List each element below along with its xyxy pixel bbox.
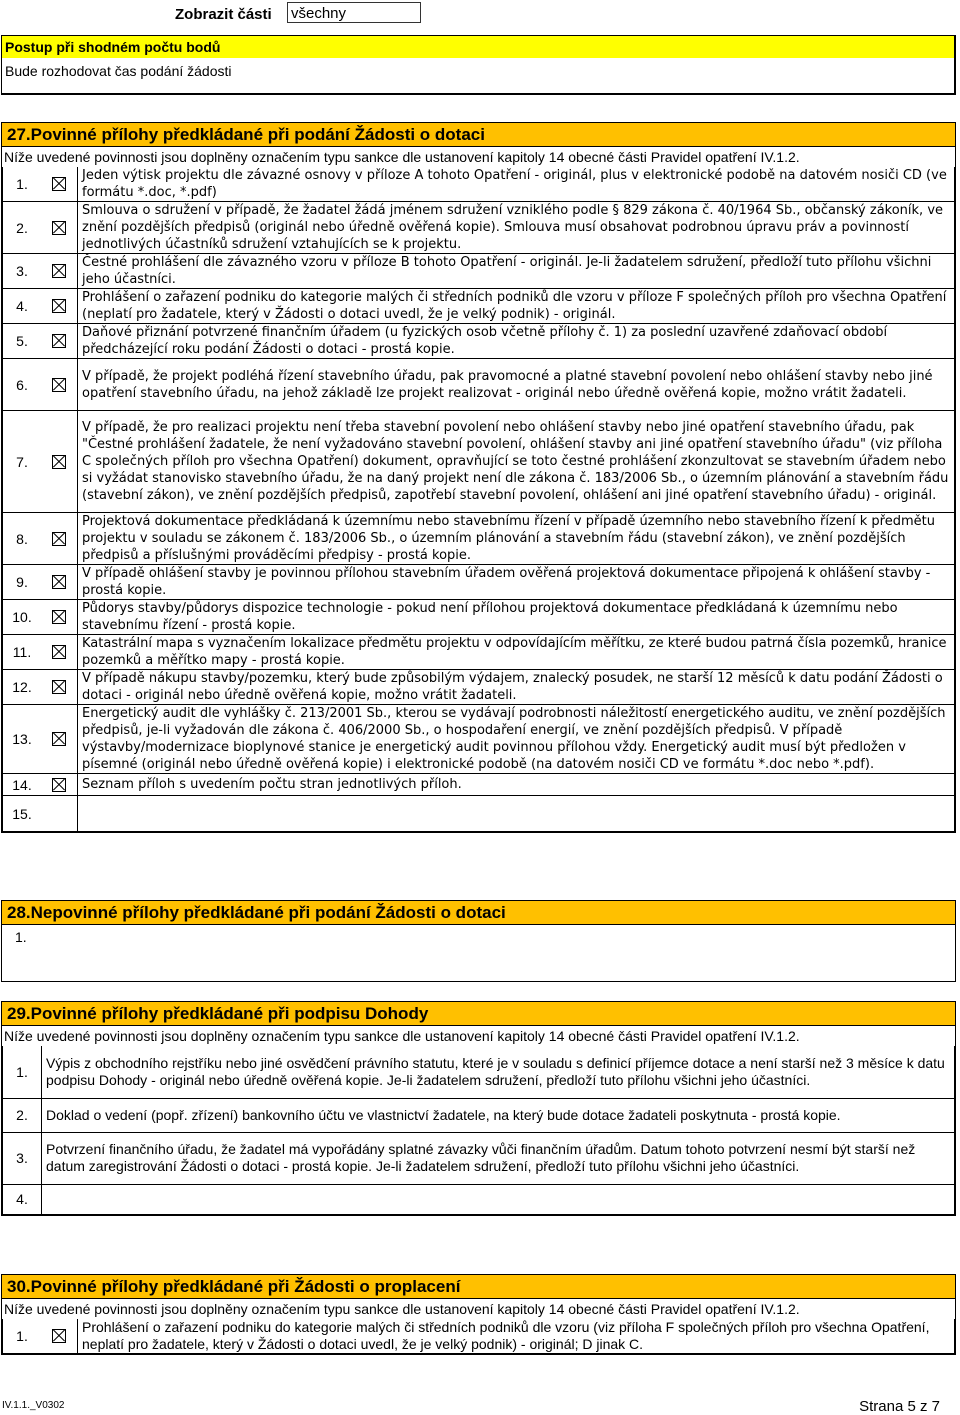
show-label: Zobrazit části xyxy=(175,6,272,23)
item-checkbox-cell xyxy=(41,635,78,670)
item-checkbox-cell xyxy=(41,796,78,832)
item-text: V případě nákupu stavby/pozemku, který bude způsobilým výdajem, znalecký posudek, ne starší 12 měsíců k datu podání Žádosti o dotaci - originál nebo úředně ověřená kopie, možno vrátit žadateli. xyxy=(78,670,955,705)
item-number: 14. xyxy=(3,774,42,796)
item-text: Seznam příloh s uvedením počtu stran jednotlivých příloh. xyxy=(78,774,955,796)
form-code: IV.1.1._V0302 xyxy=(2,1400,65,1411)
item-number: 15. xyxy=(3,796,42,832)
list-item xyxy=(3,167,955,202)
list-item xyxy=(3,1319,955,1354)
section-27-items xyxy=(2,167,955,832)
item-text: Potvrzení finančního úřadu, že žadatel má vypořádány splatné závazky vůči finančním úřadům. Datum tohoto potvrzení nesmí být starší než datum zaregistrování Žádosti o dotaci - prostá kopie. Je-li žadatelem sdružení, předloží tuto přílohu všichni jeho účastníci. xyxy=(42,1132,955,1184)
item-number: 8. xyxy=(3,513,42,565)
item-checkbox-cell xyxy=(41,774,78,796)
list-item xyxy=(3,324,955,359)
list-item xyxy=(3,600,955,635)
checked-box-icon[interactable] xyxy=(52,610,66,624)
item-checkbox-cell xyxy=(41,670,78,705)
item-text: Doklad o vedení (popř. zřízení) bankovního účtu ve vlastnictví žadatele, na který bude dotace žadateli poskytnuta - prostá kopie. xyxy=(42,1098,955,1132)
item-text xyxy=(78,796,955,832)
item-text: Prohlášení o zařazení podniku do kategorie malých či středních podniků dle vzoru v příloze F společných příloh pro všechna Opatření (neplatí pro žadatele, který v Žádosti o dotaci uvedl, že je velký podnik) - originál. xyxy=(78,289,955,324)
section-29-note: Níže uvedené povinnosti jsou doplněny označením typu sankce dle ustanovení kapitoly 14 obecné části Pravidel opatření IV.1.2. xyxy=(4,1028,800,1044)
item-checkbox-cell xyxy=(41,324,78,359)
list-item xyxy=(3,1132,955,1184)
item-number: 11. xyxy=(3,635,42,670)
list-item xyxy=(3,774,955,796)
show-selector-bar xyxy=(0,0,960,34)
item-number: 1. xyxy=(3,1046,42,1098)
checked-box-icon[interactable] xyxy=(52,455,66,469)
equal-count-title: Postup při shodném počtu bodů xyxy=(2,36,954,58)
item-checkbox-cell xyxy=(41,411,78,513)
item-text: V případě ohlášení stavby je povinnou přílohou stavebním úřadem ověřená projektová dokumentace připojená k ohlášení stavby - prostá kopie. xyxy=(78,565,955,600)
checked-box-icon[interactable] xyxy=(52,334,66,348)
checked-box-icon[interactable] xyxy=(52,378,66,392)
checked-box-icon[interactable] xyxy=(52,732,66,746)
list-item xyxy=(3,796,955,832)
list-item xyxy=(3,359,955,411)
list-item xyxy=(3,254,955,289)
item-number: 2. xyxy=(3,1098,42,1132)
list-item xyxy=(3,1046,955,1098)
page-number: Strana 5 z 7 xyxy=(859,1398,940,1415)
checked-box-icon[interactable] xyxy=(52,221,66,235)
list-item xyxy=(3,202,955,254)
section-27-title: 27.Povinné přílohy předkládané při podání Žádosti o dotaci xyxy=(2,123,955,147)
item-checkbox-cell xyxy=(41,254,78,289)
item-number: 1. xyxy=(3,1319,42,1354)
checked-box-icon[interactable] xyxy=(52,264,66,278)
item-text: Projektová dokumentace předkládaná k územnímu nebo stavebnímu řízení v případě územního nebo stavebního řízení k předmětu projektu v souladu se zákonem č. 183/2006 Sb., o územním plánování a stavebním řádu (stavební zákon), ve znění pozdějších předpisů a příslušnými prováděcími předpisy - prostá kopie. xyxy=(78,513,955,565)
list-item xyxy=(3,1098,955,1132)
item-text: Čestné prohlášení dle závazného vzoru v příloze B tohoto Opatření - originál. Je-li žadatelem sdružení, předloží tuto přílohu všichni jeho účastníci. xyxy=(78,254,955,289)
item-text: Energetický audit dle vyhlášky č. 213/2001 Sb., kterou se vydávají podrobnosti náležitostí energetického auditu, ve znění pozdějších předpisů, je-li vyžadován dle zákona č. 406/2000 Sb., o hospodaření energií, ve znění pozdějších předpisů. V případě výstavby/modernizace bioplynové stanice je energetický audit povinnou přílohou vždy. Energetický audit musí být předložen v písemné (originál nebo úředně ověřená kopie) i elektronické podobě (na datovém nosiči CD ve formátu *.doc nebo *.pdf). xyxy=(78,705,955,774)
checked-box-icon[interactable] xyxy=(52,532,66,546)
show-select[interactable]: všechny xyxy=(287,2,421,23)
item-checkbox-cell xyxy=(41,1319,78,1354)
checked-box-icon[interactable] xyxy=(52,680,66,694)
section-28 xyxy=(1,900,956,982)
checked-box-icon[interactable] xyxy=(52,778,66,792)
list-item xyxy=(3,411,955,513)
item-checkbox-cell xyxy=(41,289,78,324)
item-number: 5. xyxy=(3,324,42,359)
item-checkbox-cell xyxy=(41,513,78,565)
equal-count-text: Bude rozhodovat čas podání žádosti xyxy=(5,63,232,79)
item-checkbox-cell xyxy=(41,705,78,774)
list-item xyxy=(3,513,955,565)
section-27-note: Níže uvedené povinnosti jsou doplněny označením typu sankce dle ustanovení kapitoly 14 obecné části Pravidel opatření IV.1.2. xyxy=(4,149,800,165)
item-number: 9. xyxy=(3,565,42,600)
section-28-title: 28.Nepovinné přílohy předkládané při podání Žádosti o dotaci xyxy=(2,901,955,925)
item-checkbox-cell xyxy=(41,202,78,254)
item-number: 12. xyxy=(3,670,42,705)
item-number: 1. xyxy=(15,929,27,945)
section-28-item xyxy=(2,925,955,981)
section-30-items xyxy=(2,1319,955,1354)
section-29-items xyxy=(2,1046,955,1215)
item-text: Daňové přiznání potvrzené finančním úřadem (u fyzických osob včetně přílohy č. 1) za poslední uzavřené zdaňovací období předcházející roku podání Žádosti o dotaci - prostá kopie. xyxy=(78,324,955,359)
checked-box-icon[interactable] xyxy=(52,645,66,659)
list-item xyxy=(3,635,955,670)
item-number: 4. xyxy=(3,1184,42,1214)
item-number: 6. xyxy=(3,359,42,411)
item-text: Smlouva o sdružení v případě, že žadatel žádá jménem sdružení vzniklého podle § 829 zákona č. 40/1964 Sb., občanský zákoník, ve znění pozdějších předpisů (originál nebo úředně ověřená kopie). Smlouva musí obsahovat podrobnou úpravu práv a povinností jednotlivých účastníků sdružení vztahujících se k projektu. xyxy=(78,202,955,254)
item-number: 4. xyxy=(3,289,42,324)
checked-box-icon[interactable] xyxy=(52,177,66,191)
section-30-title: 30.Povinné přílohy předkládané při Žádosti o proplacení xyxy=(2,1275,955,1299)
item-number: 2. xyxy=(3,202,42,254)
list-item xyxy=(3,705,955,774)
item-number: 7. xyxy=(3,411,42,513)
item-text: Prohlášení o zařazení podniku do kategorie malých či středních podniků dle vzoru (viz příloha F společných příloh pro všechna Opatření, neplatí pro žadatele, který v Žádosti o dotaci uvedl, že je velký podnik) - originál; D jinak C. xyxy=(78,1319,955,1354)
section-30 xyxy=(1,1274,956,1355)
equal-count-block xyxy=(1,35,956,95)
list-item xyxy=(3,670,955,705)
item-text: Výpis z obchodního rejstříku nebo jiné osvědčení právního statutu, které je v souladu s definicí příjemce dotace a není starší než 3 měsíce k datu podpisu Dohody - originál nebo úředně ověřená kopie. Je-li žadatelem sdružení, předloží tuto přílohu všichni jeho účastníci. xyxy=(42,1046,955,1098)
section-27 xyxy=(1,122,956,833)
item-checkbox-cell xyxy=(41,565,78,600)
list-item xyxy=(3,289,955,324)
item-text: V případě, že pro realizaci projektu není třeba stavební povolení nebo ohlášení stavby nebo jiné opatření stavebního úřadu, pak "Čestné prohlášení žadatele, že není vyžadováno stavební povolení, ohlášení stavby ani jiné opatření stavebního úřadu" (viz příloha C společných příloh pro všechna Opatření) dokument, opravňující se toto čestné prohlášení zkonzultovat se stavebním úřadem nebo si vyžádat stanovisko stavebního úřadu, že na daný projekt není dle zákona č. 183/2006 Sb., o územním plánování a stavebním řádu (stavební zákon), ve znění pozdějších předpisů, zapotřebí stavební povolení, ohlášení ani jiné opatření stavebního úřadu) - originál. xyxy=(78,411,955,513)
item-number: 3. xyxy=(3,1132,42,1184)
section-29 xyxy=(1,1001,956,1216)
list-item xyxy=(3,565,955,600)
page-footer xyxy=(0,1398,960,1415)
section-29-title: 29.Povinné přílohy předkládané při podpisu Dohody xyxy=(2,1002,955,1026)
checked-box-icon[interactable] xyxy=(52,299,66,313)
section-30-note: Níže uvedené povinnosti jsou doplněny označením typu sankce dle ustanovení kapitoly 14 obecné části Pravidel opatření IV.1.2. xyxy=(4,1301,800,1317)
item-checkbox-cell xyxy=(41,600,78,635)
item-text: Půdorys stavby/půdorys dispozice technologie - pokud není přílohou projektová dokumentace předkládaná k územnímu nebo stavebnímu řízení - prostá kopie. xyxy=(78,600,955,635)
item-number: 10. xyxy=(3,600,42,635)
item-checkbox-cell xyxy=(41,167,78,202)
item-text: Jeden výtisk projektu dle závazné osnovy v příloze A tohoto Opatření - originál, plus v elektronické podobě na datovém nosiči CD (ve formátu *.doc, *.pdf) xyxy=(78,167,955,202)
checked-box-icon[interactable] xyxy=(52,575,66,589)
item-number: 3. xyxy=(3,254,42,289)
item-text: V případě, že projekt podléhá řízení stavebního úřadu, pak pravomocné a platné stavební povolení nebo ohlášení stavby nebo jiné opatření stavebního úřadu, na jehož základě lze projekt realizovat - originál nebo úředně ověřená kopie, možno vrátit žadateli. xyxy=(78,359,955,411)
item-number: 1. xyxy=(3,167,42,202)
item-number: 13. xyxy=(3,705,42,774)
checked-box-icon[interactable] xyxy=(52,1329,66,1343)
item-checkbox-cell xyxy=(41,359,78,411)
item-text xyxy=(42,1184,955,1214)
list-item xyxy=(3,1184,955,1214)
item-text: Katastrální mapa s vyznačením lokalizace předmětu projektu v odpovídajícím měřítku, ze které budou patrná čísla pozemků, hranice pozemků a měřítko mapy - prostá kopie. xyxy=(78,635,955,670)
